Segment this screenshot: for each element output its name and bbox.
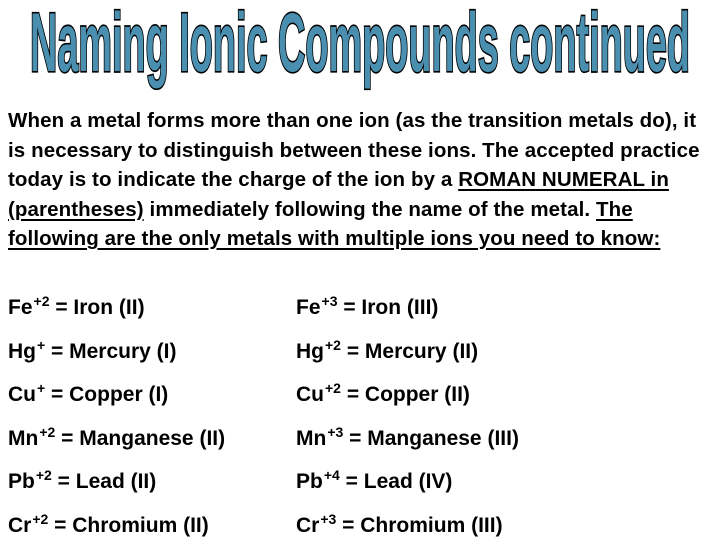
ion-symbol: Pb: [296, 470, 323, 493]
ion-charge: +: [37, 380, 45, 396]
ion-name: = Copper (I): [51, 383, 168, 406]
ion-row-lead: [8, 464, 714, 508]
paragraph-text-1: When a metal forms more than one ion (as the transition metals do), it is necessary to distinguish between these ions. The accepted practice today is to indicate the charge of the ion by a: [8, 109, 700, 191]
ion-symbol: Cr: [296, 514, 319, 537]
ion-lead-2: [8, 470, 156, 494]
ion-chromium-3: [296, 514, 503, 538]
ion-symbol: Pb: [8, 470, 35, 493]
ion-symbol: Fe: [8, 296, 33, 319]
ion-row-manganese: [8, 421, 714, 465]
ion-symbol: Fe: [296, 296, 321, 319]
ion-row-mercury: [8, 334, 714, 378]
ion-name: = Manganese (II): [61, 427, 225, 450]
ion-name: = Mercury (I): [51, 340, 176, 363]
ion-name: = Manganese (III): [349, 427, 519, 450]
ion-symbol: Cr: [8, 514, 31, 537]
paragraph-text-2: immediately following the name of the metal.: [144, 198, 596, 221]
ion-name: = Iron (III): [343, 296, 438, 319]
ion-mercury-1: [8, 340, 177, 364]
ion-name: = Chromium (III): [342, 514, 502, 537]
ion-name: = Iron (II): [55, 296, 144, 319]
ion-iron-3: [296, 296, 438, 320]
ion-charge: +2: [325, 337, 341, 353]
ion-name: = Chromium (II): [54, 514, 209, 537]
ion-iron-2: [8, 296, 145, 320]
ion-manganese-2: [8, 427, 225, 451]
page-title: [0, 2, 720, 92]
title-text: Naming Ionic Compounds continued: [30, 2, 690, 89]
ion-chromium-2: [8, 514, 209, 538]
ion-symbol: Cu: [296, 383, 324, 406]
ion-row-iron: [8, 290, 714, 334]
ion-charge: +2: [32, 511, 48, 527]
ion-lead-4: [296, 470, 452, 494]
ion-list: [8, 290, 714, 551]
ion-charge: +2: [36, 467, 52, 483]
paragraph-underline-1: ROMAN NUMERAL in (parentheses): [8, 168, 669, 221]
ion-name: = Mercury (II): [347, 340, 478, 363]
ion-mercury-2: [296, 340, 478, 364]
ion-copper-2: [296, 383, 470, 407]
ion-charge: +3: [327, 424, 343, 440]
ion-charge: +4: [324, 467, 340, 483]
ion-symbol: Mn: [8, 427, 38, 450]
ion-symbol: Hg: [8, 340, 36, 363]
ion-name: = Copper (II): [347, 383, 470, 406]
title-wordart: [0, 2, 720, 92]
ion-copper-1: [8, 383, 168, 407]
ion-row-chromium: [8, 508, 714, 551]
ion-charge: +2: [325, 380, 341, 396]
ion-name: = Lead (IV): [346, 470, 453, 493]
ion-manganese-3: [296, 427, 519, 451]
ion-symbol: Hg: [296, 340, 324, 363]
intro-paragraph: [8, 106, 714, 254]
ion-charge: +: [37, 337, 45, 353]
ion-symbol: Cu: [8, 383, 36, 406]
paragraph-underline-2: The following are the only metals with multiple ions you need to know:: [8, 198, 660, 251]
ion-name: = Lead (II): [58, 470, 157, 493]
ion-charge: +3: [322, 293, 338, 309]
ion-charge: +2: [39, 424, 55, 440]
ion-symbol: Mn: [296, 427, 326, 450]
ion-row-copper: [8, 377, 714, 421]
ion-charge: +2: [34, 293, 50, 309]
ion-charge: +3: [320, 511, 336, 527]
